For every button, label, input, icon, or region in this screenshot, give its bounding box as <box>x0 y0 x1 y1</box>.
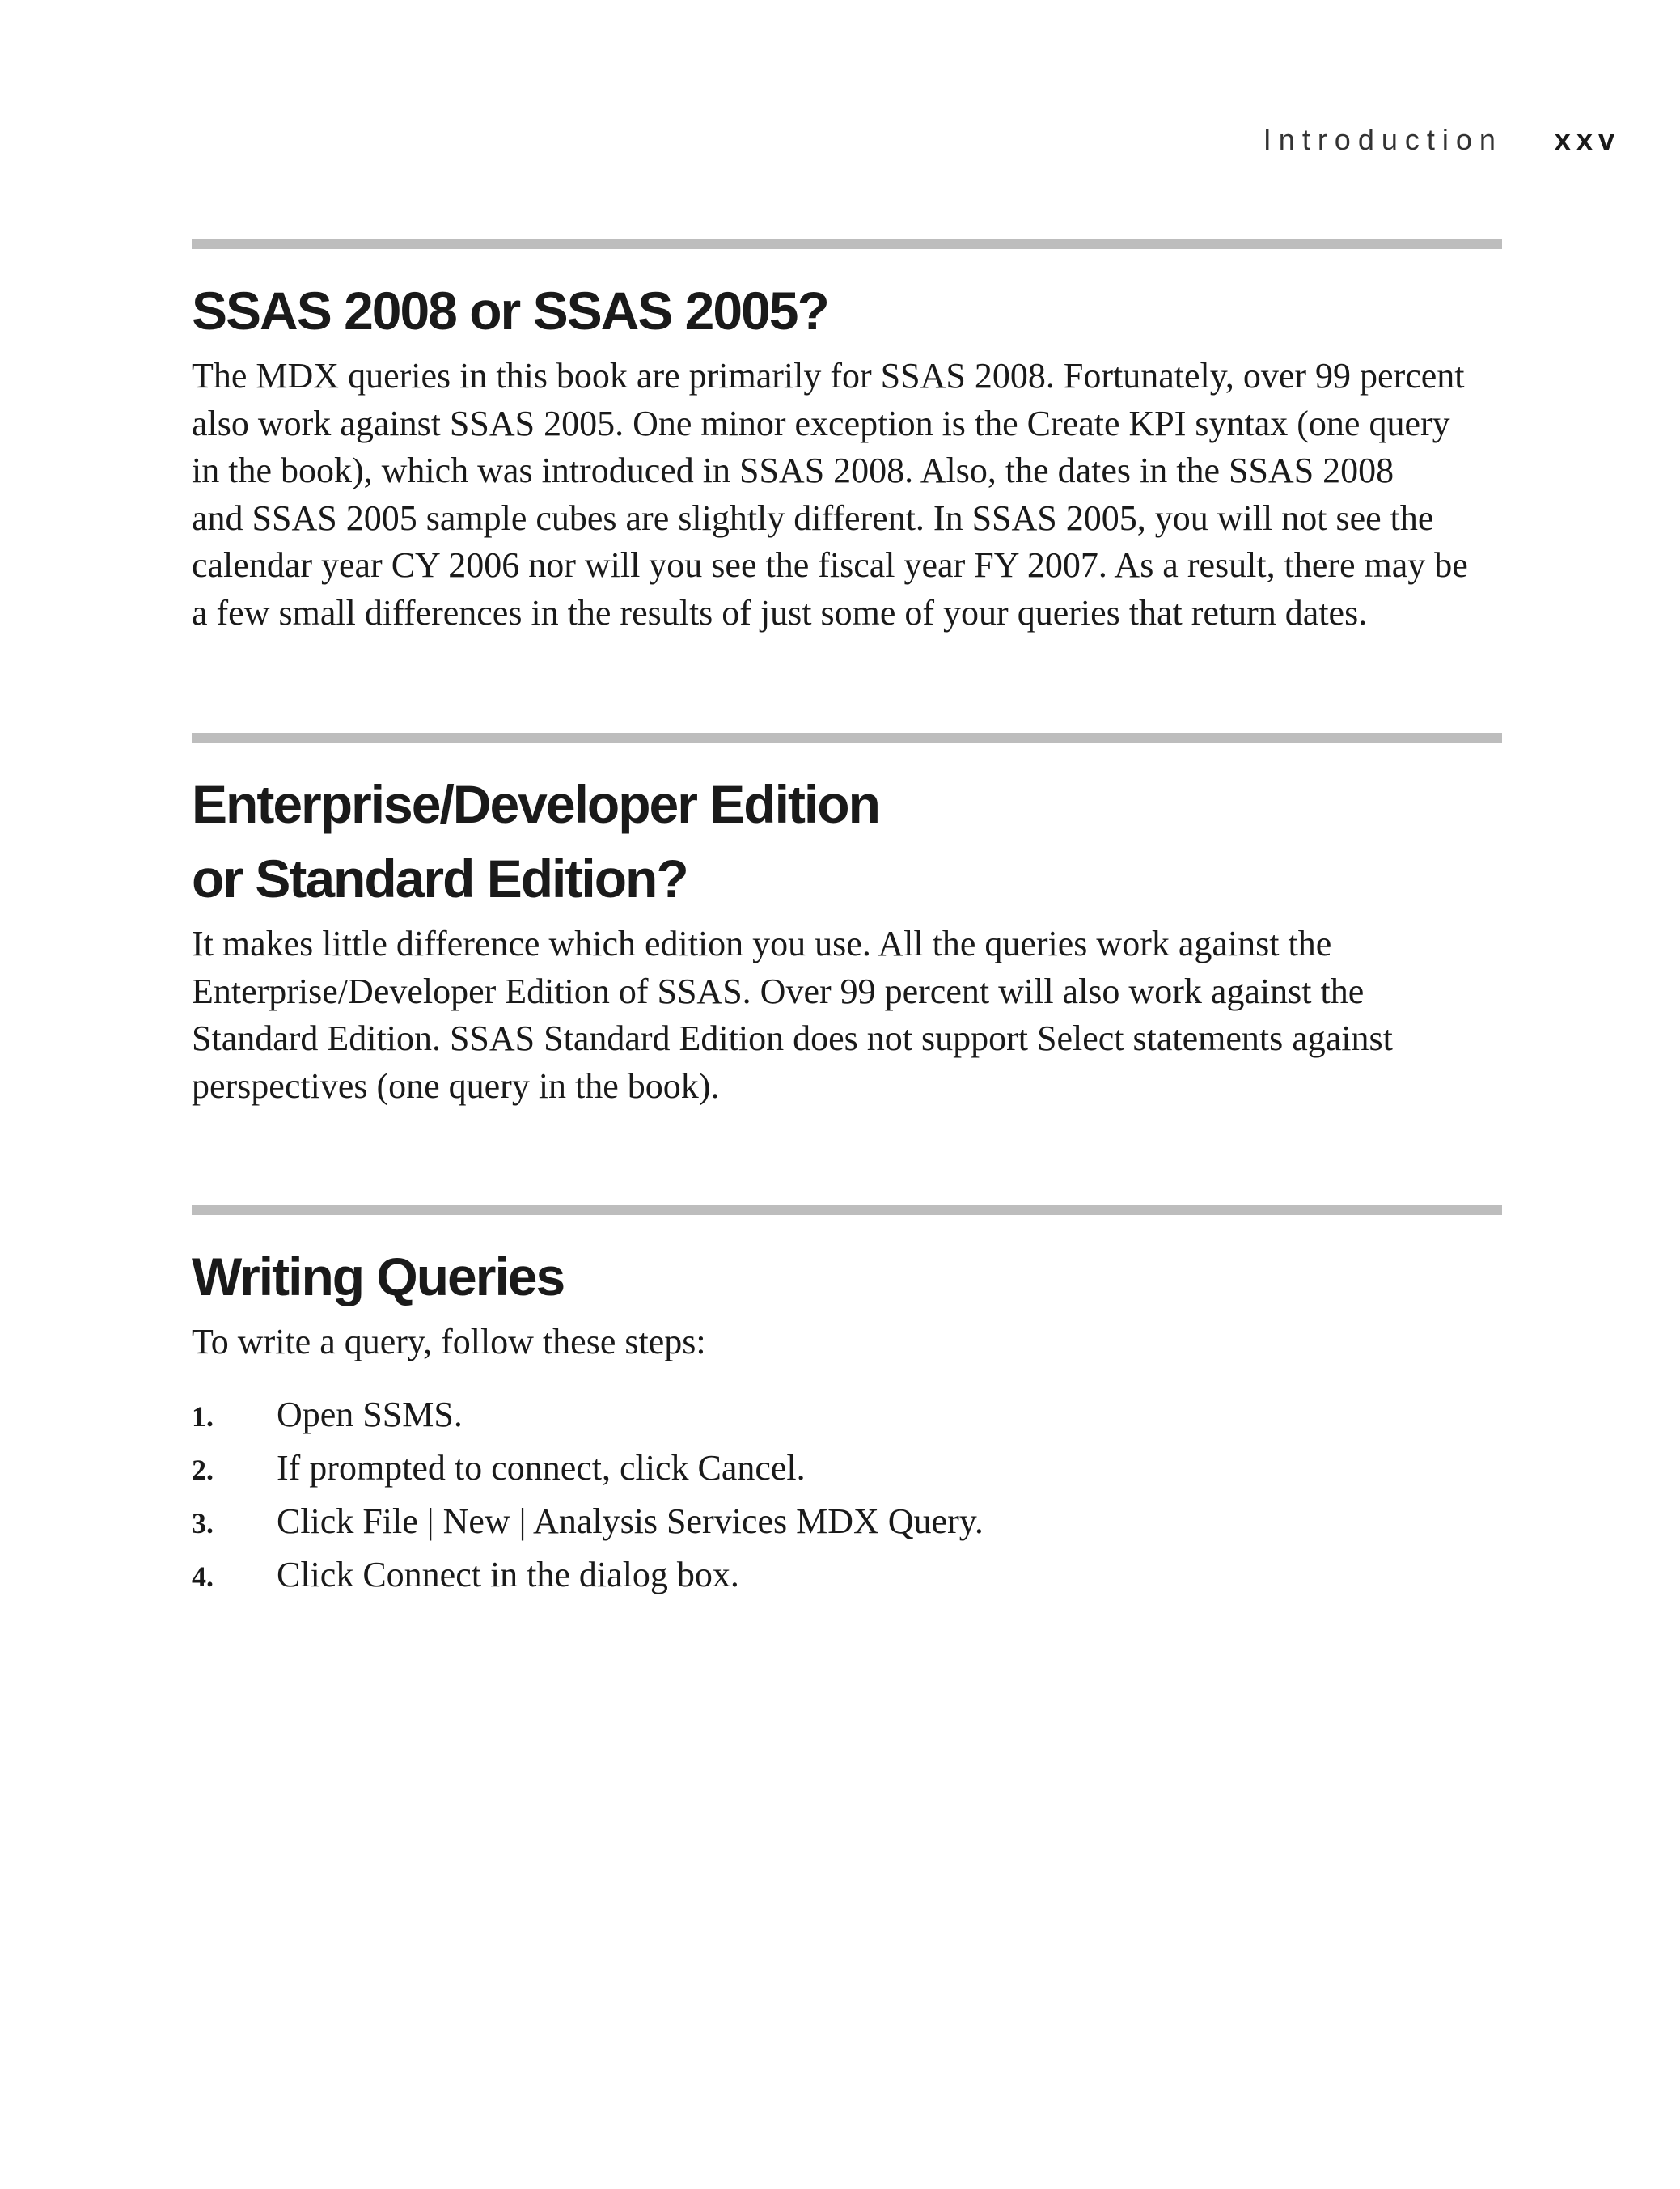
section-paragraph <box>192 1319 1502 1366</box>
paragraph-line: To write a query, follow these steps: <box>192 1322 706 1361</box>
step-number: 3. <box>192 1506 214 1539</box>
paragraph-line: calendar year CY 2006 nor will you see the fiscal year FY 2007. As a result, there may be <box>192 545 1468 585</box>
paragraph-line: Standard Edition. SSAS Standard Edition does not support Select statements against <box>192 1018 1393 1058</box>
section-paragraph <box>192 921 1502 1110</box>
page-number: xxv <box>1554 123 1620 156</box>
section-heading-line: Writing Queries <box>192 1247 565 1306</box>
section-writing-queries <box>192 1205 1502 1607</box>
section-rule <box>192 733 1502 743</box>
section-heading-line: Enterprise/Developer Edition <box>192 774 879 834</box>
step-text: Click Connect in the dialog box. <box>277 1554 739 1594</box>
paragraph-line: It makes little difference which edition you use. All the queries work against the <box>192 924 1332 963</box>
section-heading <box>192 273 1502 348</box>
section-ssas-version <box>192 239 1502 637</box>
step-item <box>192 1501 1502 1554</box>
paragraph-line: and SSAS 2005 sample cubes are slightly different. In SSAS 2005, you will not see the <box>192 498 1434 538</box>
paragraph-line: also work against SSAS 2005. One minor exception is the Create KPI syntax (one query <box>192 403 1450 443</box>
section-rule <box>192 239 1502 249</box>
steps-list <box>192 1394 1502 1607</box>
paragraph-line: in the book), which was introduced in SSAS 2008. Also, the dates in the SSAS 2008 <box>192 451 1394 490</box>
step-item <box>192 1554 1502 1607</box>
section-heading-line: or Standard Edition? <box>192 849 688 908</box>
section-rule <box>192 1205 1502 1215</box>
step-number: 1. <box>192 1399 214 1433</box>
step-number: 2. <box>192 1453 214 1486</box>
paragraph-line: Enterprise/Developer Edition of SSAS. Over 99 percent will also work against the <box>192 971 1365 1011</box>
step-text: Open SSMS. <box>277 1394 463 1434</box>
section-heading-line: SSAS 2008 or SSAS 2005? <box>192 281 828 341</box>
step-text: If prompted to connect, click Cancel. <box>277 1447 806 1488</box>
paragraph-line: perspectives (one query in the book). <box>192 1065 720 1106</box>
paragraph-line: a few small differences in the results of just some of your queries that return dates. <box>192 592 1368 633</box>
step-item <box>192 1447 1502 1501</box>
step-number: 4. <box>192 1560 214 1593</box>
section-edition <box>192 733 1502 1110</box>
step-item <box>192 1394 1502 1447</box>
step-text: Click File | New | Analysis Services MDX Query. <box>277 1501 984 1541</box>
section-heading <box>192 767 1502 916</box>
paragraph-line: The MDX queries in this book are primarily for SSAS 2008. Fortunately, over 99 percent <box>192 356 1465 396</box>
section-heading <box>192 1239 1502 1314</box>
running-head <box>1263 123 1620 157</box>
section-paragraph <box>192 353 1502 637</box>
running-head-section: Introduction <box>1263 123 1503 156</box>
